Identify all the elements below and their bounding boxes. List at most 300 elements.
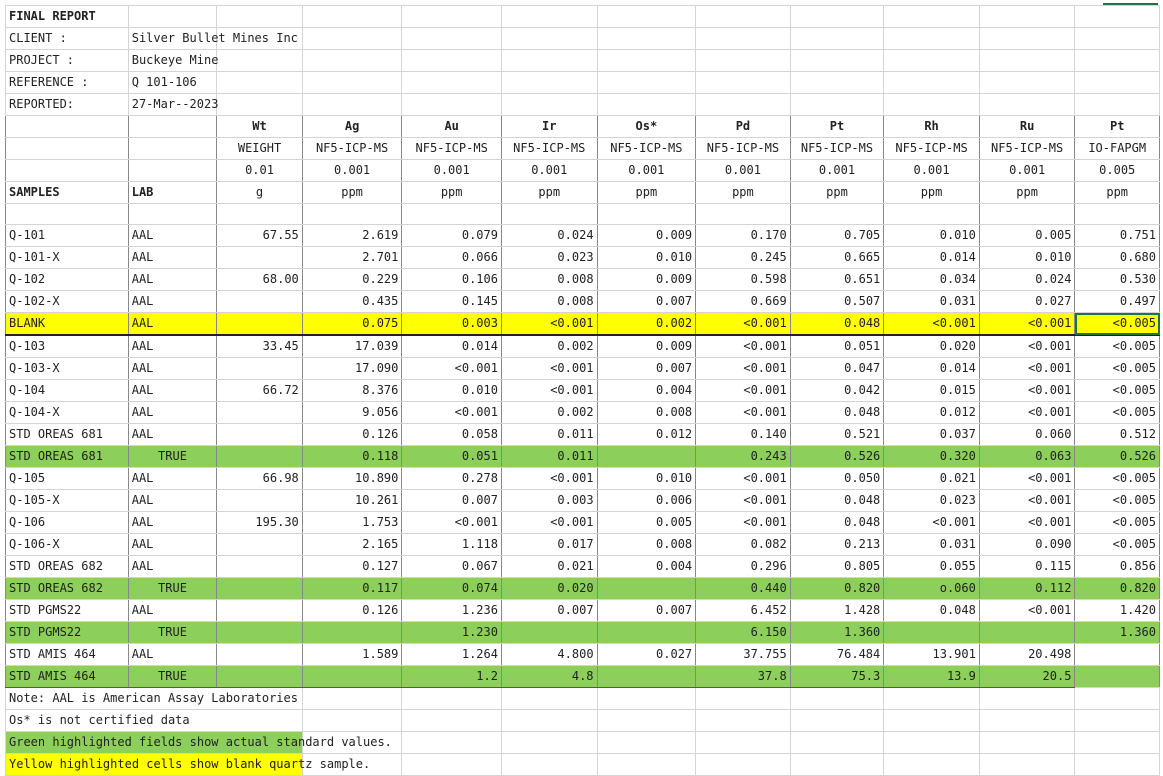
sample-id[interactable]: Q-106-X: [6, 534, 129, 556]
sample-id[interactable]: STD OREAS 681: [6, 446, 129, 468]
value-cell[interactable]: 0.037: [884, 424, 980, 446]
detection-limit-cell[interactable]: 0.001: [501, 160, 597, 182]
value-cell[interactable]: 0.008: [501, 291, 597, 313]
empty-cell[interactable]: [790, 710, 884, 732]
value-cell[interactable]: 0.048: [790, 313, 884, 336]
value-cell[interactable]: 1.236: [402, 600, 502, 622]
value-cell[interactable]: 0.021: [501, 556, 597, 578]
meta-value[interactable]: Silver Bullet Mines Inc: [128, 28, 217, 50]
value-cell[interactable]: <0.005: [1075, 512, 1160, 534]
empty-cell[interactable]: [696, 754, 791, 776]
value-cell[interactable]: <0.001: [501, 468, 597, 490]
value-cell[interactable]: 37.755: [696, 644, 791, 666]
value-cell[interactable]: 0.015: [884, 380, 980, 402]
value-cell[interactable]: 0.011: [501, 424, 597, 446]
method-cell[interactable]: IO-FAPGM: [1075, 138, 1160, 160]
empty-cell[interactable]: [1075, 688, 1160, 710]
value-cell[interactable]: [217, 402, 303, 424]
empty-cell[interactable]: [302, 28, 402, 50]
method-cell[interactable]: NF5-ICP-MS: [979, 138, 1075, 160]
empty-cell[interactable]: [597, 28, 696, 50]
method-cell[interactable]: NF5-ICP-MS: [790, 138, 884, 160]
empty-cell[interactable]: [979, 28, 1075, 50]
empty-cell[interactable]: [696, 204, 791, 225]
value-cell[interactable]: <0.001: [696, 512, 791, 534]
value-cell[interactable]: [884, 622, 980, 644]
lab-cell[interactable]: AAL: [128, 335, 217, 358]
value-cell[interactable]: 0.112: [979, 578, 1075, 600]
value-cell[interactable]: 0.665: [790, 247, 884, 269]
note-text[interactable]: Green highlighted fields show actual standard values.: [6, 732, 303, 754]
sample-id[interactable]: Q-103: [6, 335, 129, 358]
lab-cell[interactable]: AAL: [128, 380, 217, 402]
value-cell[interactable]: 0.669: [696, 291, 791, 313]
value-cell[interactable]: 6.150: [696, 622, 791, 644]
value-cell[interactable]: <0.001: [979, 335, 1075, 358]
sample-id[interactable]: STD PGMS22: [6, 622, 129, 644]
value-cell[interactable]: 0.004: [597, 556, 696, 578]
value-cell[interactable]: <0.001: [979, 380, 1075, 402]
sample-id[interactable]: STD PGMS22: [6, 600, 129, 622]
method-cell[interactable]: NF5-ICP-MS: [501, 138, 597, 160]
unit-cell[interactable]: ppm: [696, 182, 791, 204]
empty-cell[interactable]: [790, 28, 884, 50]
value-cell[interactable]: [217, 446, 303, 468]
empty-cell[interactable]: [217, 50, 303, 72]
lab-cell[interactable]: TRUE: [128, 446, 217, 468]
value-cell[interactable]: 195.30: [217, 512, 303, 534]
value-cell[interactable]: 0.278: [402, 468, 502, 490]
empty-cell[interactable]: [501, 732, 597, 754]
value-cell[interactable]: <0.001: [979, 402, 1075, 424]
value-cell[interactable]: <0.001: [979, 490, 1075, 512]
empty-cell[interactable]: [597, 688, 696, 710]
unit-cell[interactable]: ppm: [302, 182, 402, 204]
empty-cell[interactable]: [979, 94, 1075, 116]
value-cell[interactable]: [217, 313, 303, 336]
value-cell[interactable]: 37.8: [696, 666, 791, 688]
empty-cell[interactable]: [1075, 6, 1160, 28]
value-cell[interactable]: 0.024: [501, 225, 597, 247]
value-cell[interactable]: [217, 424, 303, 446]
empty-cell[interactable]: [402, 28, 502, 50]
value-cell[interactable]: 0.805: [790, 556, 884, 578]
value-cell[interactable]: 0.010: [597, 247, 696, 269]
value-cell[interactable]: [979, 622, 1075, 644]
value-cell[interactable]: <0.001: [402, 402, 502, 424]
value-cell[interactable]: 0.024: [979, 269, 1075, 291]
detection-limit-cell[interactable]: 0.001: [302, 160, 402, 182]
value-cell[interactable]: [217, 534, 303, 556]
empty-cell[interactable]: [790, 72, 884, 94]
value-cell[interactable]: 0.243: [696, 446, 791, 468]
empty-cell[interactable]: [501, 28, 597, 50]
empty-cell[interactable]: [402, 754, 502, 776]
value-cell[interactable]: <0.001: [402, 512, 502, 534]
empty-cell[interactable]: [696, 732, 791, 754]
lab-cell[interactable]: TRUE: [128, 622, 217, 644]
empty-cell[interactable]: [1075, 204, 1160, 225]
value-cell[interactable]: [217, 600, 303, 622]
empty-cell[interactable]: [501, 94, 597, 116]
value-cell[interactable]: [217, 490, 303, 512]
empty-cell[interactable]: [302, 6, 402, 28]
value-cell[interactable]: 0.526: [790, 446, 884, 468]
value-cell[interactable]: 0.680: [1075, 247, 1160, 269]
empty-cell[interactable]: [217, 204, 303, 225]
value-cell[interactable]: 0.245: [696, 247, 791, 269]
empty-cell[interactable]: [501, 754, 597, 776]
value-cell[interactable]: <0.005: [1075, 490, 1160, 512]
empty-cell[interactable]: [884, 50, 980, 72]
value-cell[interactable]: 0.034: [884, 269, 980, 291]
value-cell[interactable]: 0.027: [597, 644, 696, 666]
value-cell[interactable]: 4.8: [501, 666, 597, 688]
value-cell[interactable]: 0.002: [501, 335, 597, 358]
empty-cell[interactable]: [1075, 28, 1160, 50]
value-cell[interactable]: <0.001: [696, 313, 791, 336]
lab-cell[interactable]: TRUE: [128, 578, 217, 600]
element-header[interactable]: Ir: [501, 116, 597, 138]
value-cell[interactable]: 0.229: [302, 269, 402, 291]
empty-cell[interactable]: [1075, 72, 1160, 94]
value-cell[interactable]: 0.007: [597, 600, 696, 622]
value-cell[interactable]: <0.001: [696, 335, 791, 358]
value-cell[interactable]: 0.598: [696, 269, 791, 291]
empty-cell[interactable]: [501, 688, 597, 710]
value-cell[interactable]: [217, 358, 303, 380]
empty-cell[interactable]: [884, 94, 980, 116]
value-cell[interactable]: 0.023: [501, 247, 597, 269]
unit-cell[interactable]: ppm: [790, 182, 884, 204]
empty-cell[interactable]: [302, 94, 402, 116]
value-cell[interactable]: 67.55: [217, 225, 303, 247]
meta-value[interactable]: Buckeye Mine: [128, 50, 217, 72]
note-text[interactable]: Os* is not certified data: [6, 710, 303, 732]
sample-id[interactable]: Q-105: [6, 468, 129, 490]
value-cell[interactable]: 0.435: [302, 291, 402, 313]
unit-cell[interactable]: ppm: [402, 182, 502, 204]
empty-cell[interactable]: [696, 710, 791, 732]
value-cell[interactable]: 0.170: [696, 225, 791, 247]
lab-cell[interactable]: TRUE: [128, 666, 217, 688]
empty-cell[interactable]: [302, 72, 402, 94]
value-cell[interactable]: 0.820: [1075, 578, 1160, 600]
empty-cell[interactable]: [402, 732, 502, 754]
value-cell[interactable]: 0.007: [501, 600, 597, 622]
value-cell[interactable]: <0.001: [884, 313, 980, 336]
detection-limit-cell[interactable]: 0.001: [884, 160, 980, 182]
value-cell[interactable]: 0.145: [402, 291, 502, 313]
sample-id[interactable]: STD AMIS 464: [6, 644, 129, 666]
method-cell[interactable]: NF5-ICP-MS: [696, 138, 791, 160]
element-header[interactable]: Os*: [597, 116, 696, 138]
value-cell[interactable]: 0.213: [790, 534, 884, 556]
empty-cell[interactable]: [790, 688, 884, 710]
lab-cell[interactable]: AAL: [128, 313, 217, 336]
element-header[interactable]: Ag: [302, 116, 402, 138]
method-cell[interactable]: WEIGHT: [217, 138, 303, 160]
empty-cell[interactable]: [979, 710, 1075, 732]
value-cell[interactable]: <0.001: [402, 358, 502, 380]
value-cell[interactable]: 0.008: [501, 269, 597, 291]
value-cell[interactable]: <0.005: [1075, 402, 1160, 424]
meta-label[interactable]: REPORTED:: [6, 94, 129, 116]
value-cell[interactable]: <0.001: [696, 402, 791, 424]
empty-cell[interactable]: [1075, 754, 1160, 776]
value-cell[interactable]: 68.00: [217, 269, 303, 291]
value-cell[interactable]: 0.014: [884, 358, 980, 380]
value-cell[interactable]: 0.014: [402, 335, 502, 358]
empty-cell[interactable]: [696, 50, 791, 72]
value-cell[interactable]: 17.039: [302, 335, 402, 358]
element-header[interactable]: Rh: [884, 116, 980, 138]
value-cell[interactable]: [597, 578, 696, 600]
value-cell[interactable]: <0.001: [979, 313, 1075, 336]
value-cell[interactable]: [217, 247, 303, 269]
value-cell[interactable]: 0.002: [597, 313, 696, 336]
value-cell[interactable]: 13.901: [884, 644, 980, 666]
meta-value[interactable]: Q 101-106: [128, 72, 217, 94]
value-cell[interactable]: <0.001: [501, 512, 597, 534]
sample-id[interactable]: Q-104: [6, 380, 129, 402]
value-cell[interactable]: <0.005: [1075, 358, 1160, 380]
value-cell[interactable]: 1.264: [402, 644, 502, 666]
empty-cell[interactable]: [402, 6, 502, 28]
value-cell[interactable]: 0.048: [790, 490, 884, 512]
empty-cell[interactable]: [597, 94, 696, 116]
value-cell[interactable]: <0.001: [979, 468, 1075, 490]
value-cell[interactable]: 2.165: [302, 534, 402, 556]
sample-id[interactable]: Q-102: [6, 269, 129, 291]
empty-cell[interactable]: [501, 72, 597, 94]
value-cell[interactable]: 0.118: [302, 446, 402, 468]
lab-cell[interactable]: AAL: [128, 291, 217, 313]
value-cell[interactable]: 2.701: [302, 247, 402, 269]
empty-cell[interactable]: [979, 6, 1075, 28]
empty-cell[interactable]: [884, 688, 980, 710]
note-text[interactable]: Note: AAL is American Assay Laboratories: [6, 688, 303, 710]
value-cell[interactable]: <0.001: [979, 600, 1075, 622]
empty-cell[interactable]: [217, 94, 303, 116]
value-cell[interactable]: [217, 644, 303, 666]
lab-cell[interactable]: AAL: [128, 402, 217, 424]
value-cell[interactable]: [501, 622, 597, 644]
value-cell[interactable]: 0.010: [597, 468, 696, 490]
empty-cell[interactable]: [6, 138, 129, 160]
value-cell[interactable]: 6.452: [696, 600, 791, 622]
value-cell[interactable]: 0.705: [790, 225, 884, 247]
value-cell[interactable]: 0.651: [790, 269, 884, 291]
value-cell[interactable]: 0.521: [790, 424, 884, 446]
value-cell[interactable]: 2.619: [302, 225, 402, 247]
sample-id[interactable]: BLANK: [6, 313, 129, 336]
value-cell[interactable]: <0.005: [1075, 313, 1160, 336]
value-cell[interactable]: 0.003: [402, 313, 502, 336]
value-cell[interactable]: 0.005: [979, 225, 1075, 247]
empty-cell[interactable]: [884, 204, 980, 225]
empty-cell[interactable]: [979, 50, 1075, 72]
value-cell[interactable]: 0.005: [597, 512, 696, 534]
value-cell[interactable]: 0.126: [302, 424, 402, 446]
value-cell[interactable]: 0.011: [501, 446, 597, 468]
unit-cell[interactable]: ppm: [884, 182, 980, 204]
value-cell[interactable]: 0.127: [302, 556, 402, 578]
value-cell[interactable]: 0.042: [790, 380, 884, 402]
value-cell[interactable]: [597, 666, 696, 688]
value-cell[interactable]: 0.009: [597, 335, 696, 358]
sample-id[interactable]: Q-106: [6, 512, 129, 534]
value-cell[interactable]: 0.526: [1075, 446, 1160, 468]
value-cell[interactable]: 0.020: [501, 578, 597, 600]
value-cell[interactable]: 0.530: [1075, 269, 1160, 291]
value-cell[interactable]: 0.117: [302, 578, 402, 600]
value-cell[interactable]: 0.075: [302, 313, 402, 336]
value-cell[interactable]: 0.014: [884, 247, 980, 269]
empty-cell[interactable]: [501, 204, 597, 225]
empty-cell[interactable]: [501, 710, 597, 732]
value-cell[interactable]: 66.98: [217, 468, 303, 490]
value-cell[interactable]: 0.017: [501, 534, 597, 556]
value-cell[interactable]: [1075, 666, 1160, 688]
value-cell[interactable]: 0.031: [884, 291, 980, 313]
detection-limit-cell[interactable]: 0.001: [790, 160, 884, 182]
sample-id[interactable]: Q-101-X: [6, 247, 129, 269]
value-cell[interactable]: 0.856: [1075, 556, 1160, 578]
value-cell[interactable]: 0.079: [402, 225, 502, 247]
value-cell[interactable]: 20.5: [979, 666, 1075, 688]
value-cell[interactable]: 9.056: [302, 402, 402, 424]
method-cell[interactable]: NF5-ICP-MS: [302, 138, 402, 160]
empty-cell[interactable]: [217, 72, 303, 94]
value-cell[interactable]: 0.066: [402, 247, 502, 269]
lab-cell[interactable]: AAL: [128, 644, 217, 666]
method-cell[interactable]: NF5-ICP-MS: [402, 138, 502, 160]
value-cell[interactable]: 1.420: [1075, 600, 1160, 622]
meta-value[interactable]: 27-Mar--2023: [128, 94, 217, 116]
value-cell[interactable]: 33.45: [217, 335, 303, 358]
empty-cell[interactable]: [1075, 732, 1160, 754]
value-cell[interactable]: o.060: [884, 578, 980, 600]
unit-cell[interactable]: ppm: [979, 182, 1075, 204]
sample-id[interactable]: STD OREAS 681: [6, 424, 129, 446]
empty-cell[interactable]: [1075, 94, 1160, 116]
empty-cell[interactable]: [302, 710, 402, 732]
unit-cell[interactable]: g: [217, 182, 303, 204]
value-cell[interactable]: 0.050: [790, 468, 884, 490]
empty-cell[interactable]: [128, 138, 217, 160]
value-cell[interactable]: 1.230: [402, 622, 502, 644]
value-cell[interactable]: 1.360: [1075, 622, 1160, 644]
value-cell[interactable]: [302, 666, 402, 688]
value-cell[interactable]: <0.001: [979, 358, 1075, 380]
value-cell[interactable]: 0.007: [597, 358, 696, 380]
unit-cell[interactable]: ppm: [597, 182, 696, 204]
empty-cell[interactable]: [696, 94, 791, 116]
value-cell[interactable]: 10.890: [302, 468, 402, 490]
value-cell[interactable]: 0.440: [696, 578, 791, 600]
value-cell[interactable]: 0.048: [884, 600, 980, 622]
value-cell[interactable]: 0.009: [597, 225, 696, 247]
sample-id[interactable]: STD AMIS 464: [6, 666, 129, 688]
value-cell[interactable]: <0.001: [979, 512, 1075, 534]
value-cell[interactable]: 4.800: [501, 644, 597, 666]
value-cell[interactable]: 1.589: [302, 644, 402, 666]
meta-label[interactable]: PROJECT :: [6, 50, 129, 72]
lab-cell[interactable]: AAL: [128, 468, 217, 490]
value-cell[interactable]: 1.118: [402, 534, 502, 556]
value-cell[interactable]: [217, 578, 303, 600]
value-cell[interactable]: 0.296: [696, 556, 791, 578]
value-cell[interactable]: 0.010: [402, 380, 502, 402]
value-cell[interactable]: [217, 622, 303, 644]
empty-cell[interactable]: [402, 50, 502, 72]
method-cell[interactable]: NF5-ICP-MS: [884, 138, 980, 160]
empty-cell[interactable]: [302, 50, 402, 72]
empty-cell[interactable]: [696, 6, 791, 28]
empty-cell[interactable]: [790, 94, 884, 116]
value-cell[interactable]: 0.106: [402, 269, 502, 291]
empty-cell[interactable]: [979, 732, 1075, 754]
sample-id[interactable]: Q-102-X: [6, 291, 129, 313]
value-cell[interactable]: 0.090: [979, 534, 1075, 556]
detection-limit-cell[interactable]: 0.001: [597, 160, 696, 182]
value-cell[interactable]: <0.001: [501, 380, 597, 402]
empty-cell[interactable]: [884, 72, 980, 94]
value-cell[interactable]: 0.006: [597, 490, 696, 512]
empty-cell[interactable]: [302, 688, 402, 710]
spreadsheet-grid[interactable]: [5, 5, 1160, 776]
lab-header[interactable]: LAB: [128, 182, 217, 204]
sample-id[interactable]: Q-105-X: [6, 490, 129, 512]
samples-header[interactable]: SAMPLES: [6, 182, 129, 204]
value-cell[interactable]: 8.376: [302, 380, 402, 402]
empty-cell[interactable]: [597, 204, 696, 225]
value-cell[interactable]: [302, 622, 402, 644]
empty-cell[interactable]: [979, 754, 1075, 776]
empty-cell[interactable]: [790, 6, 884, 28]
empty-cell[interactable]: [979, 204, 1075, 225]
value-cell[interactable]: 0.320: [884, 446, 980, 468]
lab-cell[interactable]: AAL: [128, 512, 217, 534]
empty-cell[interactable]: [597, 710, 696, 732]
empty-cell[interactable]: [979, 72, 1075, 94]
value-cell[interactable]: 0.751: [1075, 225, 1160, 247]
value-cell[interactable]: 0.497: [1075, 291, 1160, 313]
empty-cell[interactable]: [884, 6, 980, 28]
value-cell[interactable]: 0.008: [597, 402, 696, 424]
lab-cell[interactable]: AAL: [128, 556, 217, 578]
value-cell[interactable]: 1.753: [302, 512, 402, 534]
empty-cell[interactable]: [402, 94, 502, 116]
value-cell[interactable]: 0.820: [790, 578, 884, 600]
meta-label[interactable]: CLIENT :: [6, 28, 129, 50]
element-header[interactable]: Pt: [1075, 116, 1160, 138]
value-cell[interactable]: 0.009: [597, 269, 696, 291]
value-cell[interactable]: 0.021: [884, 468, 980, 490]
value-cell[interactable]: 0.074: [402, 578, 502, 600]
empty-cell[interactable]: [128, 160, 217, 182]
value-cell[interactable]: 0.027: [979, 291, 1075, 313]
empty-cell[interactable]: [597, 72, 696, 94]
value-cell[interactable]: <0.001: [696, 358, 791, 380]
empty-cell[interactable]: [6, 204, 129, 225]
lab-cell[interactable]: AAL: [128, 534, 217, 556]
lab-cell[interactable]: AAL: [128, 247, 217, 269]
value-cell[interactable]: 13.9: [884, 666, 980, 688]
lab-cell[interactable]: AAL: [128, 269, 217, 291]
empty-cell[interactable]: [217, 6, 303, 28]
